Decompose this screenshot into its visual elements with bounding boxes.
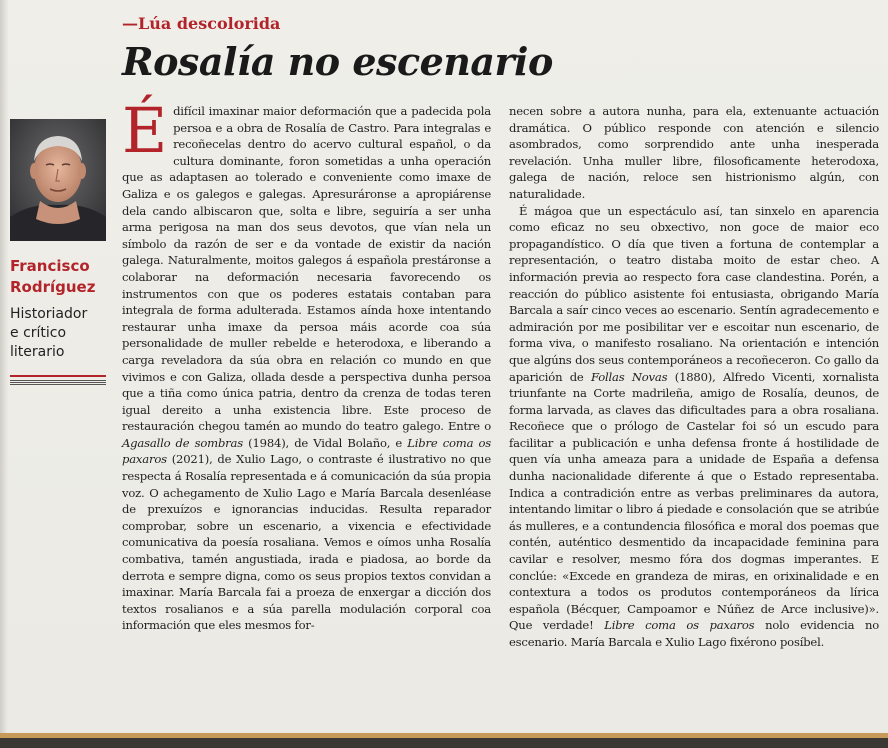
text-run: (2021), de Xulio Lago, o contraste é ilustrativo no que respecta á Rosalía representada e á comunicación da súa propia voz. O achegamento de Xulio Lago e María Barcala desenléase de prexuízos e ignorancias inducidas. Resulta reparador comprobar, sobre un escenario, a vixencia e efectividade comunicativa da poesía rosaliana. Vemos e oímos unha Rosalía combativa, tamén angustiada, irada e piadosa, ao borde da derrota e sempre digna, como os seus propios textos convidan a imaxinar. María Barcala fai a proeza de enxergar a dicción dos textos rosalianos e a súa parella modulación corporal coa información que eles mesmos for- xyxy=(122,452,491,633)
page-bottom-bar xyxy=(0,738,888,748)
section-kicker: —Lúa descolorida xyxy=(122,14,281,33)
text-run: (1984), de Vidal Bolaño, e xyxy=(242,435,408,450)
page-edge-shadow xyxy=(0,0,8,748)
byline-rule xyxy=(10,375,106,377)
text-run: (1880), Alfredo Vicenti, xornalista triunfante na Corte madrileña, amigo de Rosalía, deunos, de forma larvada, as claves das dificultades para a obra rosaliana. Recoñece que o prólogo de Castelar foi só un escudo para facilitar a publicación e unha defensa fronte á hostilidade de quen vía unha ameaza para a unidade de España a defensa dunha nacionalidade diferente á que o Estado representaba. Indica a contradición entre as verbas preliminares da autora, intentando limitar o libro á piedade e consolación que se atribúe ás mulleres, e a contundencia filosófica e moral dos poemas que contén, auténtico desmentido da incapacidade feminina para cavilar e resolver, mesmo fóra dos dogmas imperantes. E conclúe: «Excede en grandeza de miras, en orixinalidade e en contextura a todos os produtos contemporáneos da lírica española (Bécquer, Campoamor e Núñez de Arce inclusive)». Que verdade! xyxy=(509,369,880,633)
author-role-line-2: e crítico xyxy=(10,325,67,341)
article-paragraph-continued: necen sobre a autora nunha, para ela, extenuante actuación dramática. O público responde con atención e silencio asombrados, como sorprendido ante unha inesperada revelación. Unha muller libre, filosoficamente heterodoxa, galega de nación, reloce sen histrionismo algún, con naturalidade. xyxy=(509,104,879,201)
work-title: Follas Novas xyxy=(590,369,668,384)
text-run: É mágoa que un espectáculo así, tan sinxelo en aparencia como eficaz no seu obxectivo, non goce de maior eco propagandístico. O día que tiven a fortuna de contemplar a representación, o teatro distaba moito de estar cheo. A información previa ao respecto fora case clandestina. Porén, a reacción do público asistente foi entusiasta, obrigando María Barcala a saír cinco veces ao escenario. Sentín agradecemento e admiración por me posibilitar ver e escoitar nun escenario, de forma viva, o manifesto rosaliano. Na orientación e intención que algúns dos seus contemporáneos a recoñeceron. Co gallo da aparición de xyxy=(509,203,879,384)
drop-cap: É xyxy=(122,94,168,167)
text-run: difícil imaxinar maior deformación que a padecida pola persoa e a obra de Rosalía de Castro. Para integralas e recoñecelas dentro do acervo cultural español, o da cultura dominante, foron sometidas a unha operación que as adaptasen ao tolerado e conveniente como imaxe de Galiza e os galegos e galegas. Apresuráronse a apropiárense dela cando albiscaron que, solta e libre, seguiría a ser unha arma perigosa na man dos seus devotos, que vían nela un símbolo da razón de ser e da vontade de existir da nación galega. Naturalmente, moitos galegos á española prestáronse a colaborar na deformación necesaria favorecendo os instrumentos con que os poderes estatais contaban para integrala de forma adulterada. Estamos aínda hoxe intentando restaurar unha imaxe da persoa máis acorde coa súa personalidade de muller rebelde e heterodoxa, e liberando a carga reveladora da súa obra en relación co mundo en que vivimos e con Galiza, ollada desde a perspectiva dunha persoa que a tiña como única patria, dentro da crenza de todas teren igual dereito a unha existencia libre. Este proceso de restauración chegou tamén ao mundo do teatro galego. Entre o xyxy=(122,104,491,434)
article-column-1 xyxy=(122,94,491,634)
author-role xyxy=(10,305,87,362)
article-paragraph-2 xyxy=(509,203,879,651)
author-portrait-image xyxy=(10,119,106,241)
article-paragraph-1 xyxy=(122,94,491,634)
work-title: Agasallo de sombras xyxy=(122,435,243,450)
author-role-line-3: literario xyxy=(10,344,65,360)
author-name xyxy=(10,256,95,298)
byline-rule-pattern xyxy=(10,380,106,386)
work-title: Libre coma os paxaros xyxy=(604,618,755,633)
article-headline: Rosalía no escenario xyxy=(122,39,553,84)
author-role-line-1: Historiador xyxy=(10,306,88,322)
author-photo xyxy=(10,119,106,241)
work-title: Libre coma os paxaros xyxy=(122,435,491,467)
author-first-name: Francisco xyxy=(10,257,90,275)
article-column-2 xyxy=(509,103,879,651)
author-last-name: Rodríguez xyxy=(10,278,96,296)
text-run: nolo evidencia no escenario. María Barcala e Xulio Lago fixérono posíbel. xyxy=(509,618,879,649)
